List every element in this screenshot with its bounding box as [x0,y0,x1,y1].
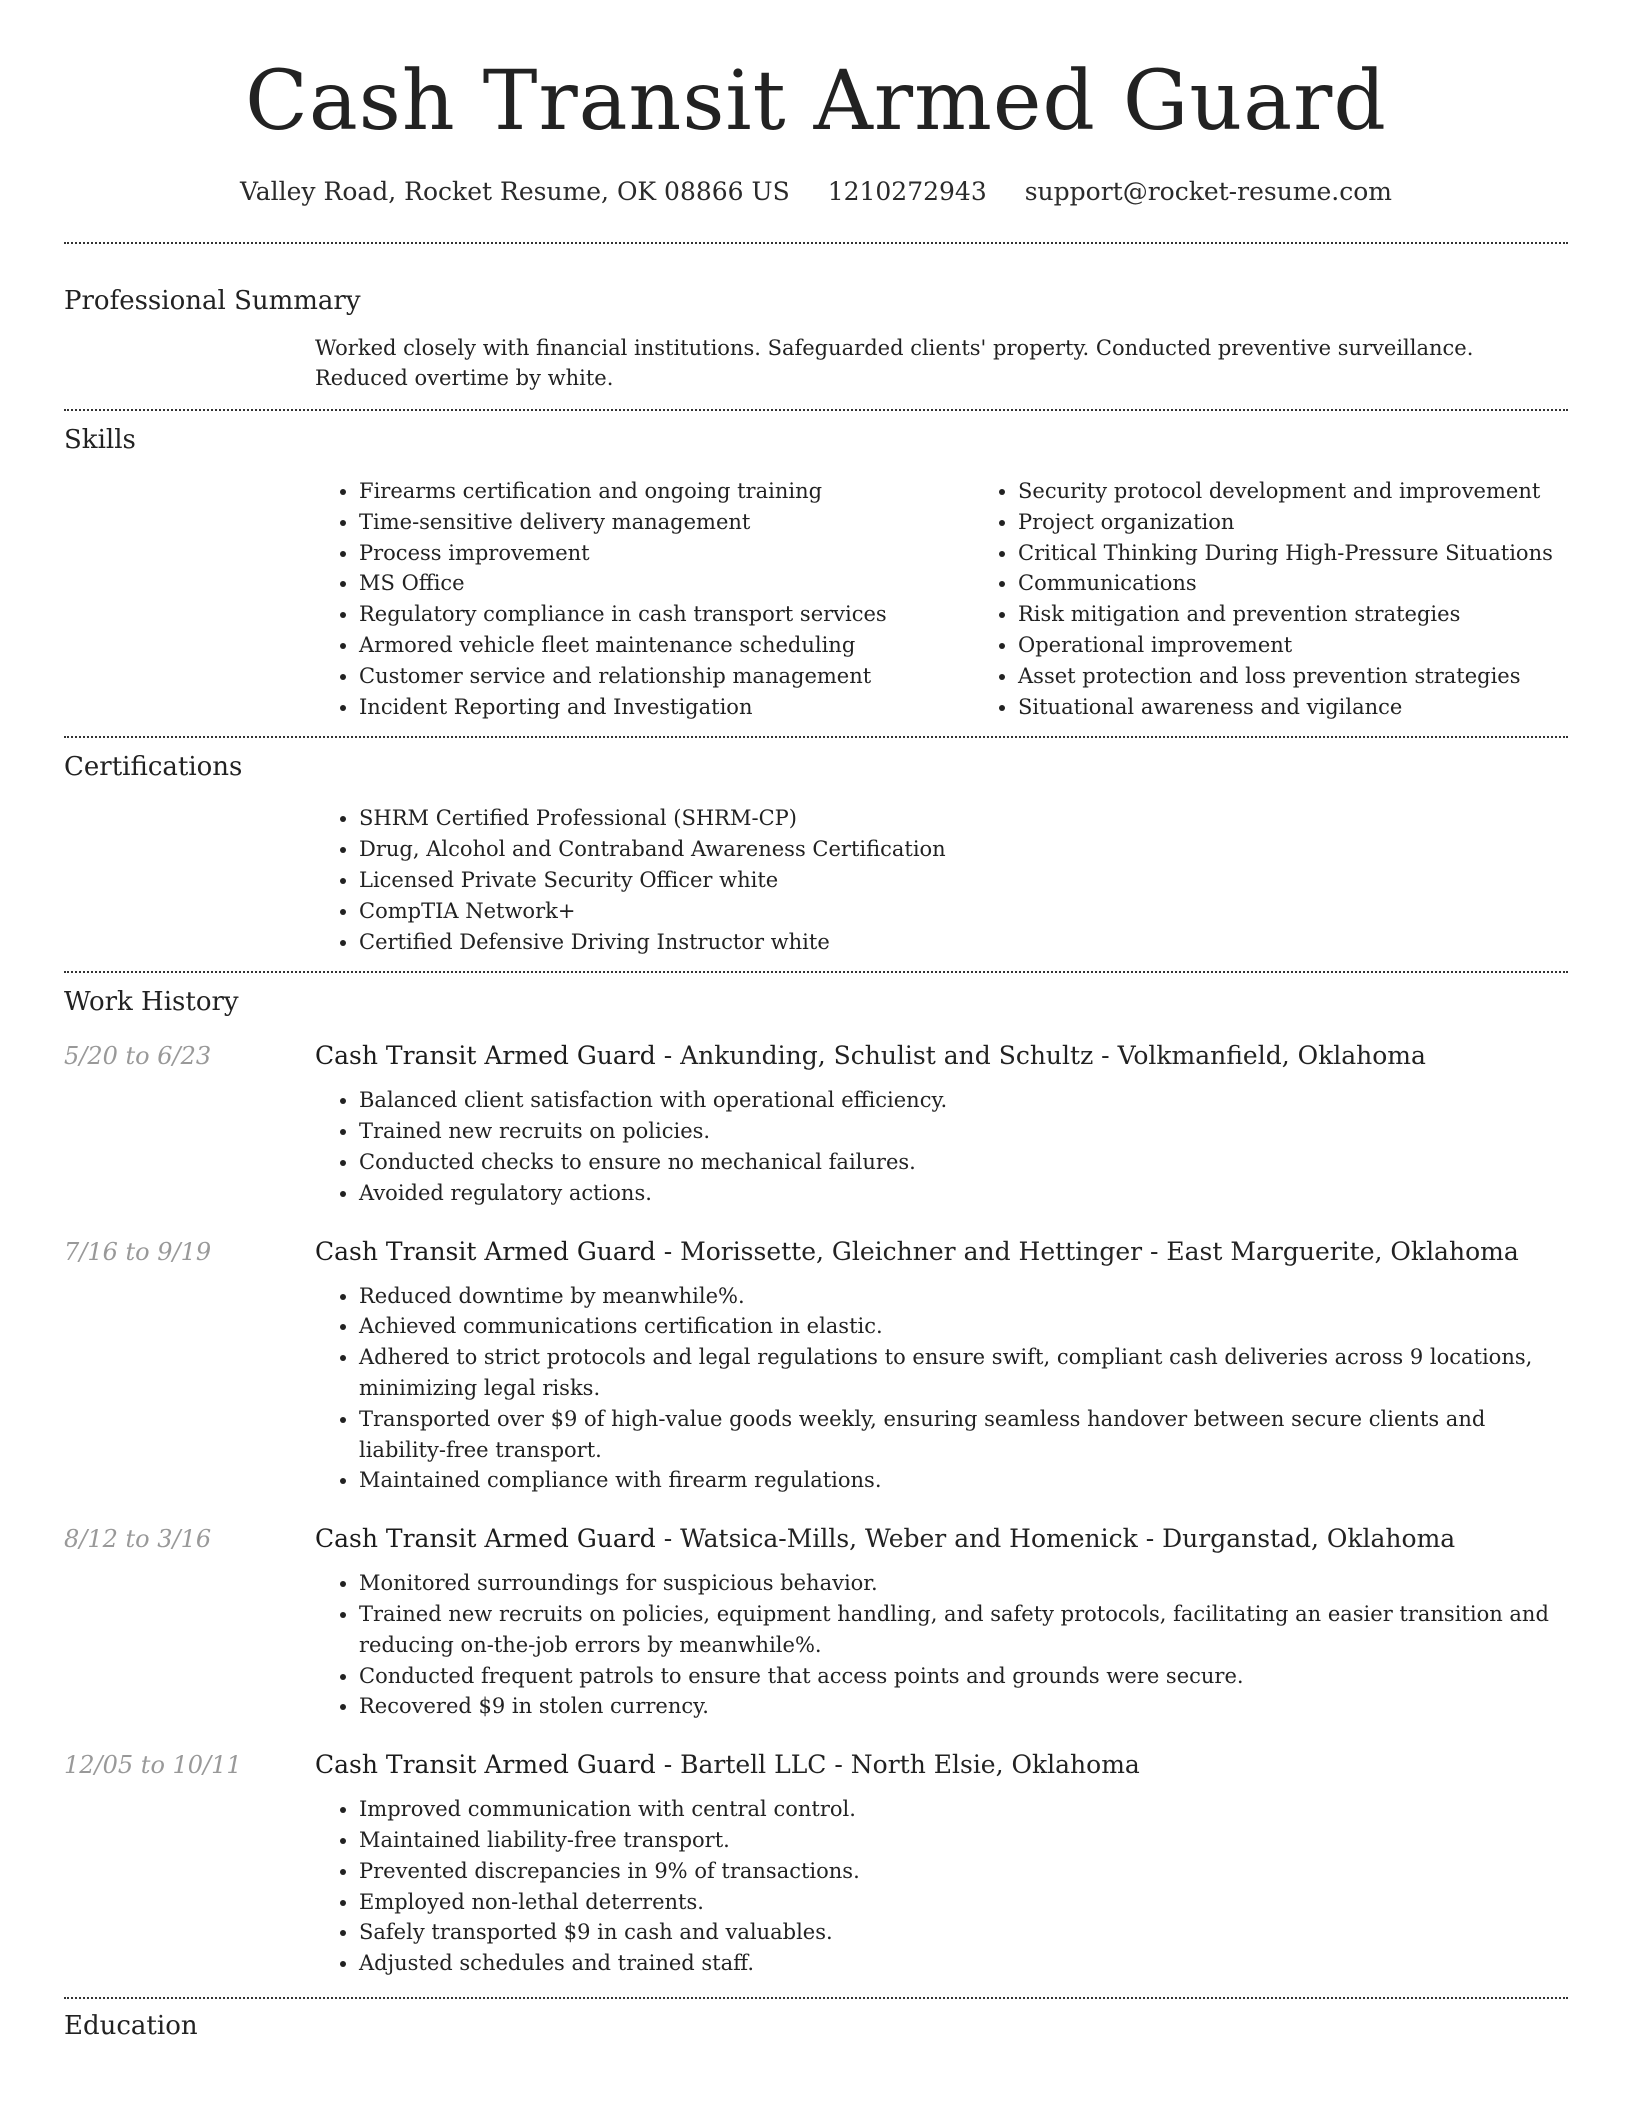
skills-divider [64,736,1568,738]
job-employer-location: - Morissette, Gleichner and Hettinger - East Marguerite, Oklahoma [655,1236,1519,1266]
skill-item: • Security protocol development and improvement [1018,476,1632,507]
skills-list-left [315,476,974,722]
job-bullets [315,1085,1568,1208]
work-history-section [64,985,1568,1979]
skills-list-right [974,476,1632,722]
job-dates: 7/16 to 9/19 [64,1237,212,1266]
job-employer-location: - Ankunding, Schulist and Schultz - Volkmanfield, Oklahoma [655,1041,1426,1071]
job-bullets [315,1568,1568,1722]
work-history-title: Work History [64,987,239,1018]
job-bullet: • Avoided regulatory actions. [359,1178,1568,1209]
job-dates: 12/05 to 10/11 [64,1751,242,1780]
education-section [64,2009,1568,2043]
jobs-container [64,1039,1568,1979]
skills-section [64,423,1568,722]
job-bullet: • Conducted frequent patrols to ensure that access points and grounds were secure. [359,1661,1568,1692]
summary-divider [64,409,1568,411]
skill-item: • Project organization [1018,507,1632,538]
job-bullet: • Balanced client satisfaction with operational efficiency. [359,1085,1568,1116]
job-entry [64,1748,1568,1979]
summary-title: Professional Summary [64,286,361,316]
education-title: Education [64,2010,198,2041]
skill-item: • Situational awareness and vigilance [1018,692,1632,723]
certification-item: • CompTIA Network+ [359,896,1568,927]
contact-address: Valley Road, Rocket Resume, OK 08866 US [239,177,790,206]
header-divider [64,242,1568,244]
job-role: Cash Transit Armed Guard [315,1041,656,1071]
contact-line [64,176,1568,208]
job-bullet: • Conducted checks to ensure no mechanical failures. [359,1147,1568,1178]
resume-header [64,52,1568,208]
certification-item: • Drug, Alcohol and Contraband Awareness Certification [359,834,1568,865]
candidate-name: Cash Transit Armed Guard [245,54,1387,149]
contact-email: support@rocket-resume.com [1024,177,1393,206]
skill-item: • Firearms certification and ongoing training [359,476,974,507]
summary-section [64,284,1568,393]
certifications-title: Certifications [64,752,243,783]
job-bullet: • Transported over $9 of high-value goods weekly, ensuring seamless handover between secure clients and liability-free transport. [359,1404,1568,1466]
job-bullet: • Trained new recruits on policies, equipment handling, and safety protocols, facilitating an easier transition and reducing on-the-job errors by meanwhile%. [359,1599,1568,1661]
job-heading [315,1522,1568,1556]
contact-phone: 1210272943 [827,177,987,206]
job-bullet: • Improved communication with central control. [359,1794,1568,1825]
certifications-divider [64,971,1568,973]
work-divider [64,1997,1568,1999]
job-heading [315,1748,1568,1782]
job-bullet: • Recovered $9 in stolen currency. [359,1691,1568,1722]
job-entry [64,1522,1568,1722]
job-bullet: • Maintained liability-free transport. [359,1825,1568,1856]
skill-item: • MS Office [359,568,974,599]
certifications-list [315,803,1568,957]
skill-item: • Asset protection and loss prevention strategies [1018,661,1632,692]
job-bullet: • Adhered to strict protocols and legal regulations to ensure swift, compliant cash deliveries across 9 locations, minimizing legal risks. [359,1342,1568,1404]
job-employer-location: - Bartell LLC - North Elsie, Oklahoma [655,1750,1140,1780]
job-employer-location: - Watsica-Mills, Weber and Homenick - Durganstad, Oklahoma [655,1524,1456,1554]
resume-page [64,0,1568,2043]
job-bullet: • Prevented discrepancies in 9% of transactions. [359,1856,1568,1887]
job-bullet: • Adjusted schedules and trained staff. [359,1948,1568,1979]
job-role: Cash Transit Armed Guard [315,1524,656,1554]
job-bullet: • Trained new recruits on policies. [359,1116,1568,1147]
skill-item: • Regulatory compliance in cash transport services [359,599,974,630]
job-dates: 5/20 to 6/23 [64,1042,212,1071]
skills-title: Skills [64,425,136,455]
job-bullets [315,1794,1568,1979]
job-bullet: • Reduced downtime by meanwhile%. [359,1281,1568,1312]
job-role: Cash Transit Armed Guard [315,1236,656,1266]
certification-item: • Licensed Private Security Officer white [359,865,1568,896]
job-dates: 8/12 to 3/16 [64,1525,212,1554]
skill-item: • Customer service and relationship management [359,661,974,692]
certifications-section [64,750,1568,957]
skill-item: • Critical Thinking During High-Pressure Situations [1018,538,1632,569]
certification-item: • SHRM Certified Professional (SHRM-CP) [359,803,1568,834]
job-role: Cash Transit Armed Guard [315,1750,656,1780]
skill-item: • Incident Reporting and Investigation [359,692,974,723]
job-heading [315,1235,1568,1269]
job-bullet: • Achieved communications certification in elastic. [359,1311,1568,1342]
job-bullets [315,1281,1568,1497]
job-bullet: • Employed non-lethal deterrents. [359,1887,1568,1918]
skill-item: • Operational improvement [1018,630,1632,661]
certification-item: • Certified Defensive Driving Instructor white [359,927,1568,958]
skill-item: • Armored vehicle fleet maintenance scheduling [359,630,974,661]
skill-item: • Risk mitigation and prevention strategies [1018,599,1632,630]
skill-item: • Communications [1018,568,1632,599]
job-entry [64,1039,1568,1208]
job-heading [315,1039,1568,1073]
summary-text: Worked closely with financial institutions. Safeguarded clients' property. Conducted preventive surveillance. Reduced overtime by white. [315,336,1474,390]
skill-item: • Process improvement [359,538,974,569]
job-bullet: • Monitored surroundings for suspicious behavior. [359,1568,1568,1599]
skill-item: • Time-sensitive delivery management [359,507,974,538]
job-bullet: • Maintained compliance with firearm regulations. [359,1465,1568,1496]
job-bullet: • Safely transported $9 in cash and valuables. [359,1917,1568,1948]
job-entry [64,1235,1568,1497]
